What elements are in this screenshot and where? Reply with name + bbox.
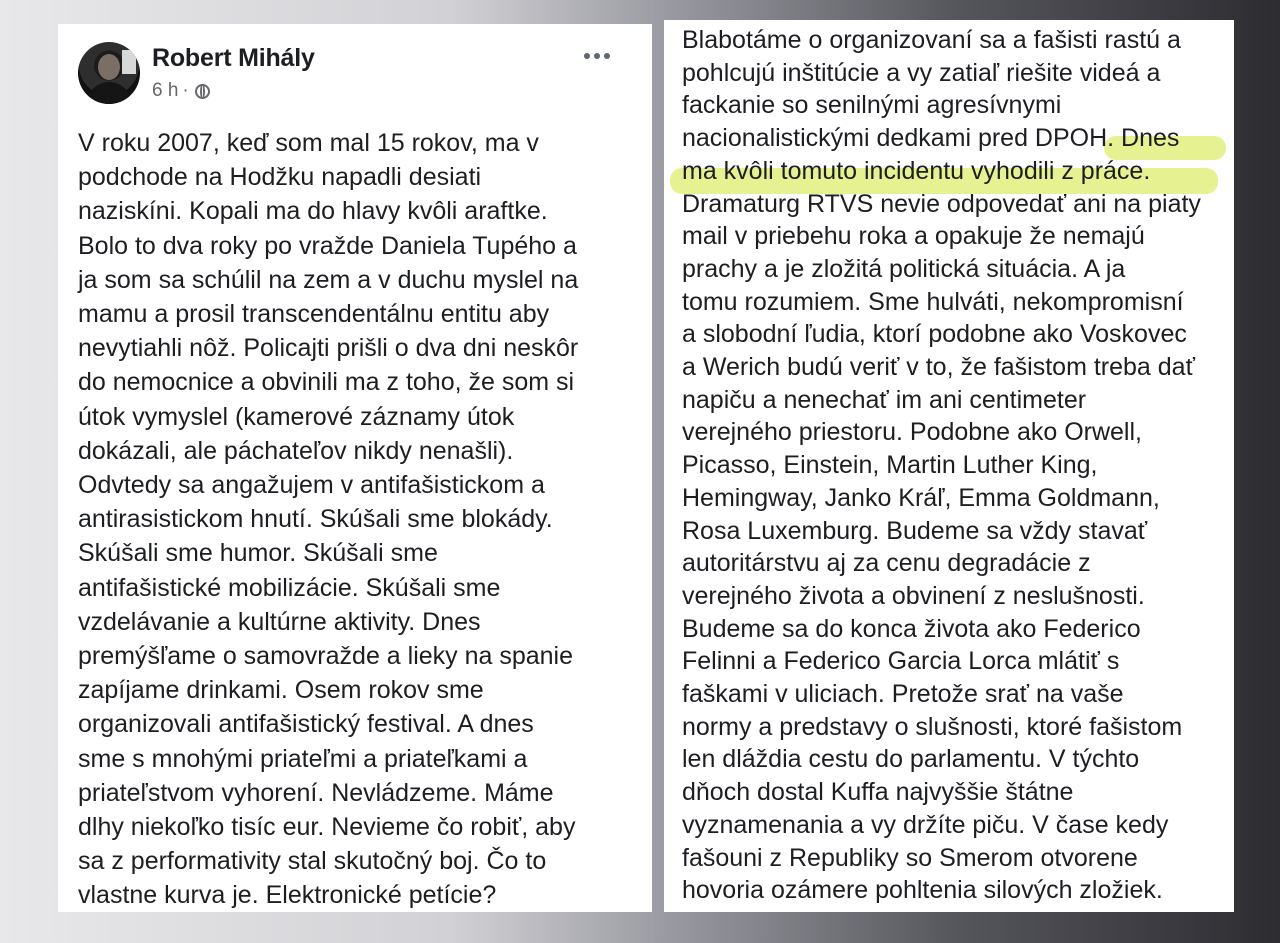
- continuation-text-line: Budeme sa do konca života ako Federico: [682, 614, 1141, 643]
- post-text-line: sa z performativity stal skutočný boj. Čo to: [78, 847, 547, 876]
- more-options-icon: [584, 53, 590, 59]
- post-text-line: podchode na Hodžku napadli desiati: [78, 163, 482, 192]
- continuation-text-line: nacionalistickými dedkami pred DPOH. Dnes: [682, 124, 1180, 153]
- facebook-post-card: [58, 24, 652, 912]
- continuation-text-line: faškami v uliciach. Pretože srať na vaše: [682, 680, 1124, 709]
- globe-icon[interactable]: [195, 84, 210, 99]
- post-text-line: útok vymyslel (kamerové záznamy útok: [78, 402, 515, 431]
- post-time[interactable]: 6 h: [152, 80, 179, 101]
- post-text-line: dlhy niekoľko tisíc eur. Nevieme čo robiť, aby: [78, 813, 576, 842]
- post-text-line: organizovali antifašistický festival. A dnes: [78, 710, 534, 739]
- avatar-shirt: [86, 82, 132, 104]
- post-text-line: priateľstvom vyhorení. Nevládzeme. Máme: [78, 778, 554, 807]
- meta-separator: ·: [182, 80, 189, 101]
- continuation-text-line: ma kvôli tomuto incidentu vyhodili z práce.: [682, 156, 1151, 185]
- continuation-text-line: Picasso, Einstein, Martin Luther King,: [682, 451, 1098, 480]
- continuation-text-line: fašouni z Republiky so Smerom otvorene: [682, 843, 1138, 872]
- post-meta: [152, 80, 210, 102]
- continuation-text-line: len dláždia cestu do parlamentu. V týchto: [682, 745, 1140, 774]
- continuation-text-line: prachy a je zložitá politická situácia. A ja: [682, 254, 1126, 283]
- post-text-line: sme s mnohými priateľmi a priateľkami a: [78, 744, 528, 773]
- post-text-line: ja som sa schúlil na zem a v duchu myslel na: [78, 265, 579, 294]
- avatar-face: [98, 54, 120, 80]
- post-text-continuation: [664, 20, 1234, 912]
- post-text-line: vlastne kurva je. Elektronické petície?: [78, 881, 497, 910]
- avatar-background: [122, 50, 136, 74]
- post-text-line: V roku 2007, keď som mal 15 rokov, ma v: [78, 129, 539, 157]
- post-text-line: zapíjame drinkami. Osem rokov sme: [78, 676, 484, 705]
- avatar[interactable]: [78, 42, 140, 104]
- post-text-line: Bolo to dva roky po vražde Daniela Tupého a: [78, 231, 577, 260]
- post-text-line: mamu a prosil transcendentálnu entitu aby: [78, 300, 550, 329]
- continuation-text-line: pohlcujú inštitúcie a vy zatiaľ riešite videá a: [682, 58, 1161, 87]
- continuation-text-line: Hemingway, Janko Kráľ, Emma Goldmann,: [682, 483, 1160, 512]
- continuation-text-line: a slobodní ľudia, ktorí podobne ako Voskovec: [682, 320, 1187, 349]
- post-text-line: Odvtedy sa angažujem v antifašistickom a: [78, 471, 545, 500]
- continuation-text-line: vyznamenania a vy držíte piču. V čase kedy: [682, 810, 1169, 839]
- post-text-line: Skúšali sme humor. Skúšali sme: [78, 539, 438, 568]
- more-options-icon: [604, 53, 610, 59]
- continuation-text-line: Dramaturg RTVS nevie odpovedať ani na piaty: [682, 189, 1201, 218]
- post-text-line: naziskíni. Kopali ma do hlavy kvôli araftke.: [78, 197, 548, 226]
- post-text-line: nevytiahli nôž. Policajti prišli o dva dni neskôr: [78, 334, 579, 363]
- continuation-text-line: napiču a nenechať im ani centimeter: [682, 385, 1087, 414]
- post-text-line: antirasistickom hnutí. Skúšali sme blokády.: [78, 505, 553, 534]
- continuation-text-line: dňoch dostal Kuffa najvyššie štátne: [682, 778, 1074, 807]
- post-text-line: premýšľame o samovražde a lieky na spanie: [78, 642, 574, 671]
- continuation-text-line: fackanie so senilnými agresívnymi: [682, 91, 1062, 120]
- continuation-text: [682, 24, 1230, 907]
- post-header: [78, 40, 634, 106]
- post-text-line: antifašistické mobilizácie. Skúšali sme: [78, 573, 501, 602]
- author-name[interactable]: Robert Mihály: [152, 44, 315, 72]
- continuation-text-line: autoritárstvu aj za cenu degradácie z: [682, 549, 1091, 578]
- continuation-text-line: verejného života a obvinení z neslušnosti.: [682, 581, 1145, 610]
- more-options-button[interactable]: [580, 46, 614, 66]
- continuation-text-line: Felinni a Federico Garcia Lorca mlátiť s: [682, 647, 1120, 676]
- continuation-text-line: hovoria ozámere pohltenia silových zložiek.: [682, 876, 1163, 905]
- continuation-text-line: verejného priestoru. Podobne ako Orwell,: [682, 418, 1142, 447]
- continuation-text-line: mail v priebehu roka a opakuje že nemajú: [682, 222, 1145, 251]
- continuation-text-line: normy a predstavy o slušnosti, ktoré fašistom: [682, 712, 1183, 741]
- continuation-text-line: a Werich budú veriť v to, že fašistom treba dať: [682, 353, 1195, 382]
- continuation-text-line: Rosa Luxemburg. Budeme sa vždy stavať: [682, 516, 1148, 545]
- post-text-line: vzdelávanie a kultúrne aktivity. Dnes: [78, 607, 481, 636]
- post-text-line: do nemocnice a obvinili ma z toho, že som si: [78, 368, 575, 397]
- post-text: [78, 126, 638, 913]
- continuation-text-line: tomu rozumiem. Sme hulváti, nekompromisní: [682, 287, 1184, 316]
- more-options-icon: [594, 53, 600, 59]
- post-text-line: dokázali, ale páchateľov nikdy nenašli).: [78, 436, 514, 465]
- continuation-text-line: Blabotáme o organizovaní sa a fašisti rastú a: [682, 26, 1181, 54]
